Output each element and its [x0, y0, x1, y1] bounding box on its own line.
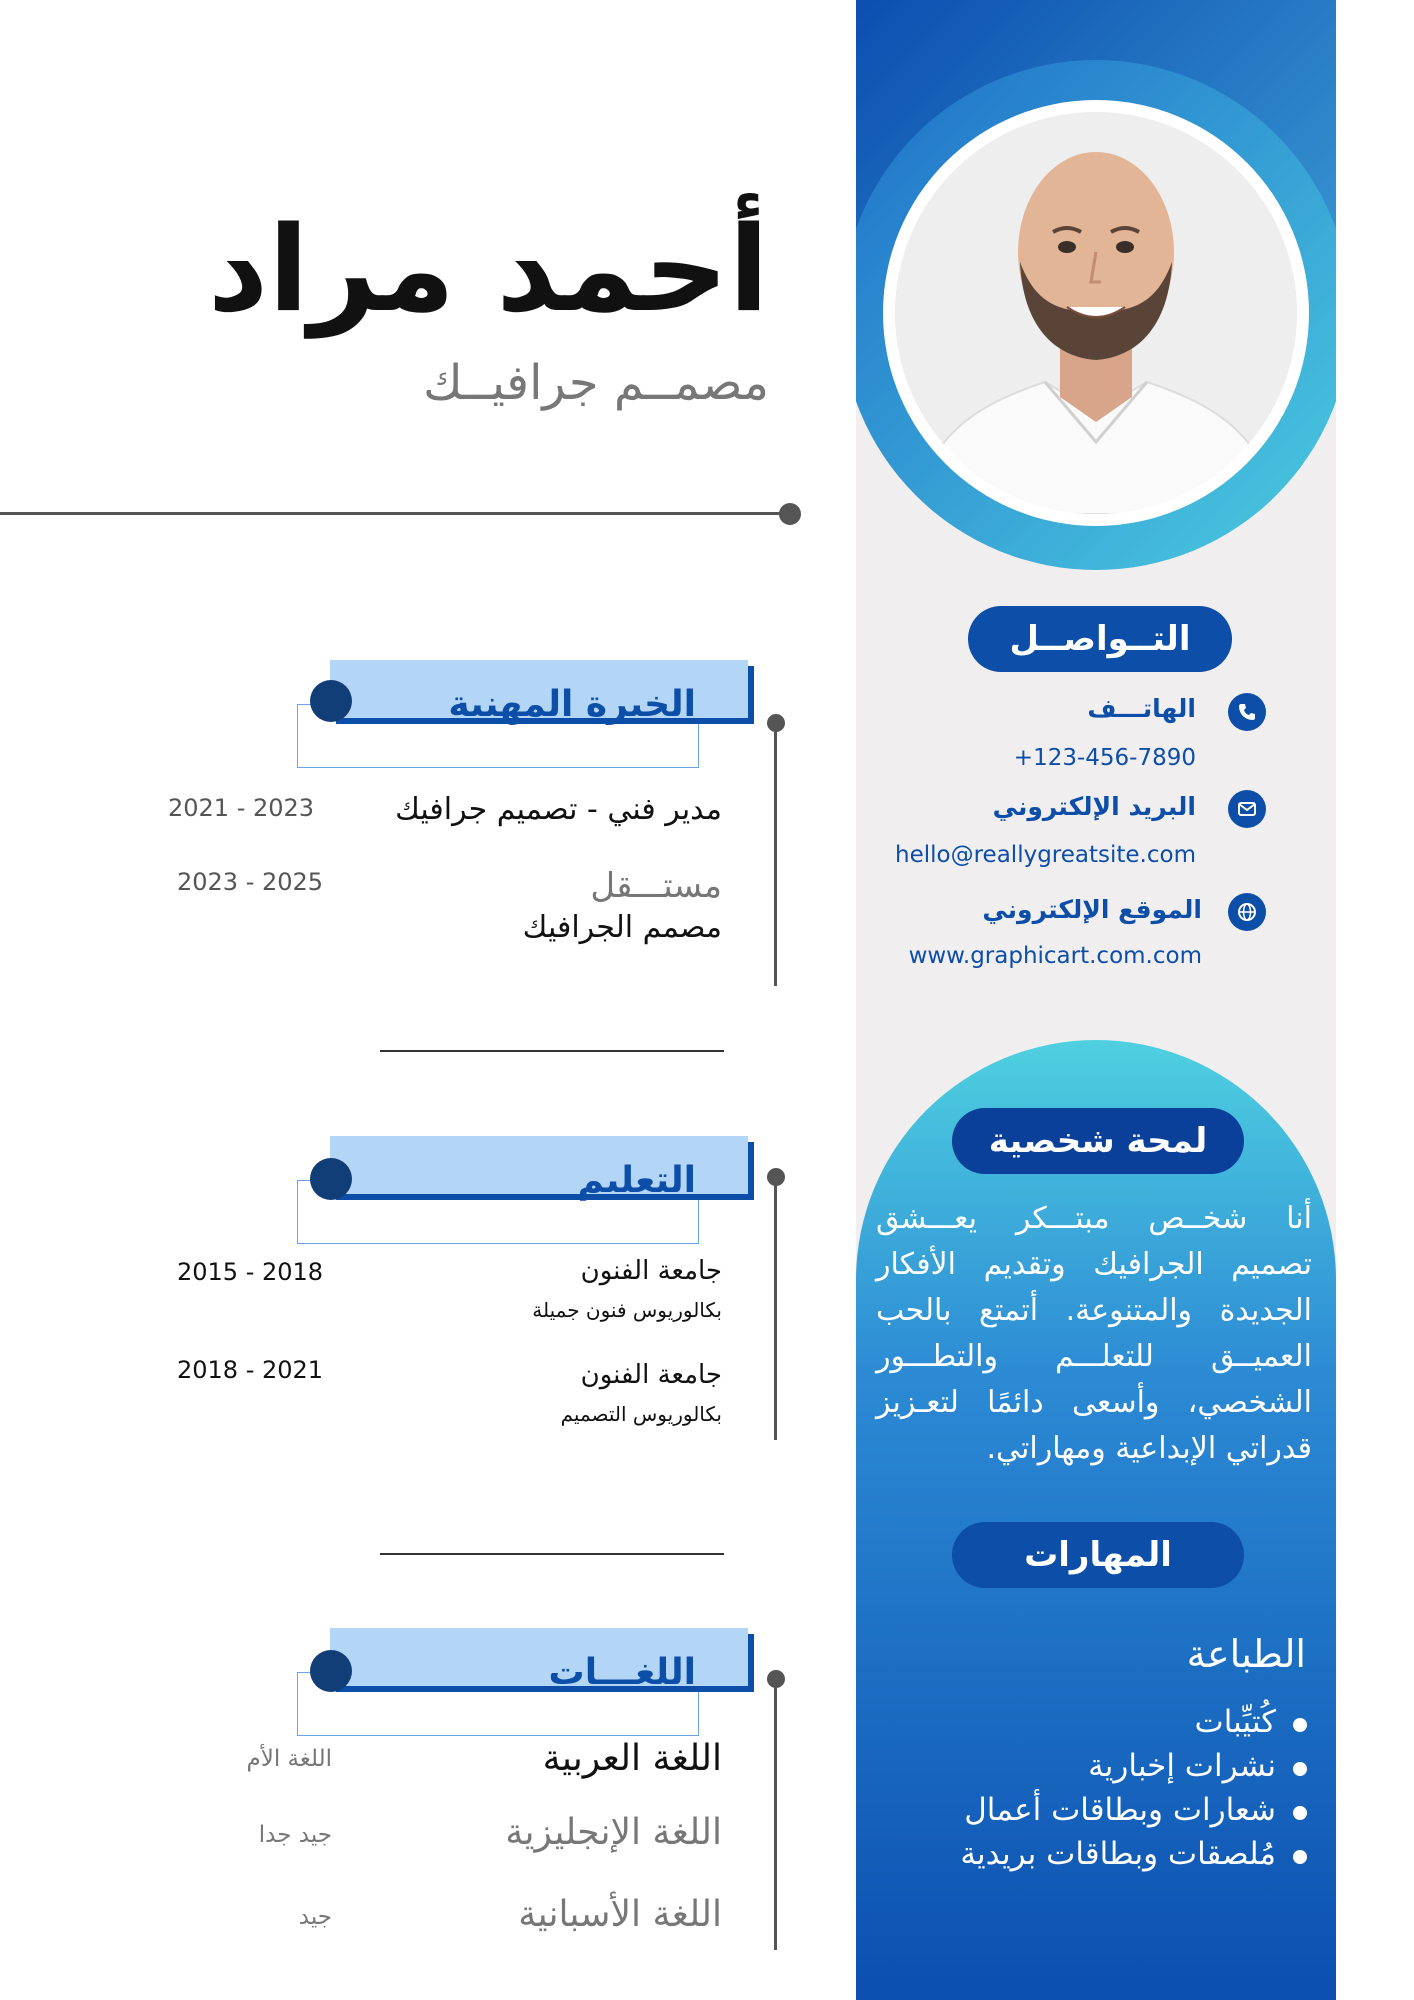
section-separator [380, 1050, 724, 1052]
skill-item: مُلصقات وبطاقات بريدية [960, 1836, 1276, 1872]
experience-heading: الخبرة المهنية [448, 684, 696, 725]
language-name: اللغة الإنجليزية [505, 1812, 722, 1853]
language-level: اللغة الأم [246, 1746, 332, 1772]
globe-icon [1228, 893, 1266, 931]
profile-photo [895, 112, 1297, 514]
person-name: أحمد مراد [207, 200, 769, 338]
education-years: 2018 - 2021 [177, 1356, 324, 1384]
language-name: اللغة العربية [542, 1738, 722, 1779]
bullet-icon [1293, 1850, 1307, 1864]
timeline-line [774, 722, 777, 986]
section-dot [310, 1650, 352, 1692]
website-value[interactable]: www.graphicart.com.com [908, 943, 1202, 969]
skill-group-title: الطباعة [1186, 1632, 1306, 1676]
phone-icon [1228, 693, 1266, 731]
education-heading: التعليم [577, 1160, 696, 1201]
profile-text: أنا شخــص مبتـــكر يعـــشق تصميم الجرافيك وتقديم الأفكار الجديدة والمتنوعة. أتمتع بالحب العميــق للتعلـــم والتطـــور الشخصي، وأسعى دائمًا لتعـزيز قدراتي الإبداعية ومهاراتي. [876, 1201, 1312, 1466]
language-name: اللغة الأسبانية [518, 1894, 722, 1935]
phone-label: الهاتـــف [1087, 694, 1196, 723]
section-dot [310, 1158, 352, 1200]
education-school: جامعة الفنون [580, 1256, 722, 1286]
experience-years: 2021 - 2023 [168, 794, 315, 822]
education-degree: بكالوريوس فنون جميلة [532, 1298, 722, 1322]
section-separator [380, 1553, 724, 1555]
email-value[interactable]: hello@reallygreatsite.com [895, 842, 1196, 868]
job-title: مصمــم جرافيــك [423, 355, 769, 411]
timeline-line [774, 1680, 777, 1950]
phone-value[interactable]: +123-456-7890 [1013, 745, 1196, 771]
website-label: الموقع الإلكتروني [982, 895, 1202, 924]
education-years: 2015 - 2018 [177, 1258, 324, 1286]
experience-role: مستـــقل [590, 866, 722, 906]
email-label: البريد الإلكتروني [992, 792, 1196, 821]
education-degree: بكالوريوس التصميم [560, 1402, 722, 1426]
skill-item: كُتيِّبات [1194, 1704, 1276, 1740]
skill-item: شعارات وبطاقات أعمال [964, 1792, 1276, 1828]
education-school: جامعة الفنون [580, 1360, 722, 1390]
profile-heading: لمحة شخصية [952, 1108, 1244, 1174]
experience-role: مدير فني - تصميم جرافيك [395, 792, 722, 827]
sidebar [856, 0, 1336, 2000]
divider-dot [779, 503, 801, 525]
bullet-icon [1293, 1718, 1307, 1732]
experience-subrole: مصمم الجرافيك [522, 910, 722, 945]
email-icon [1228, 790, 1266, 828]
section-dot [310, 680, 352, 722]
skill-item: نشرات إخبارية [1088, 1748, 1276, 1784]
language-level: جيد [298, 1904, 332, 1930]
skills-heading: المهارات [952, 1522, 1244, 1588]
person-portrait-icon [895, 112, 1297, 514]
experience-years: 2023 - 2025 [177, 868, 324, 896]
language-level: جيد جدا [258, 1822, 332, 1848]
contact-heading: التــواصــل [968, 606, 1232, 672]
languages-heading: اللغـــات [548, 1652, 696, 1693]
bullet-icon [1293, 1806, 1307, 1820]
bullet-icon [1293, 1762, 1307, 1776]
timeline-line [774, 1178, 777, 1440]
header-divider [0, 512, 782, 515]
